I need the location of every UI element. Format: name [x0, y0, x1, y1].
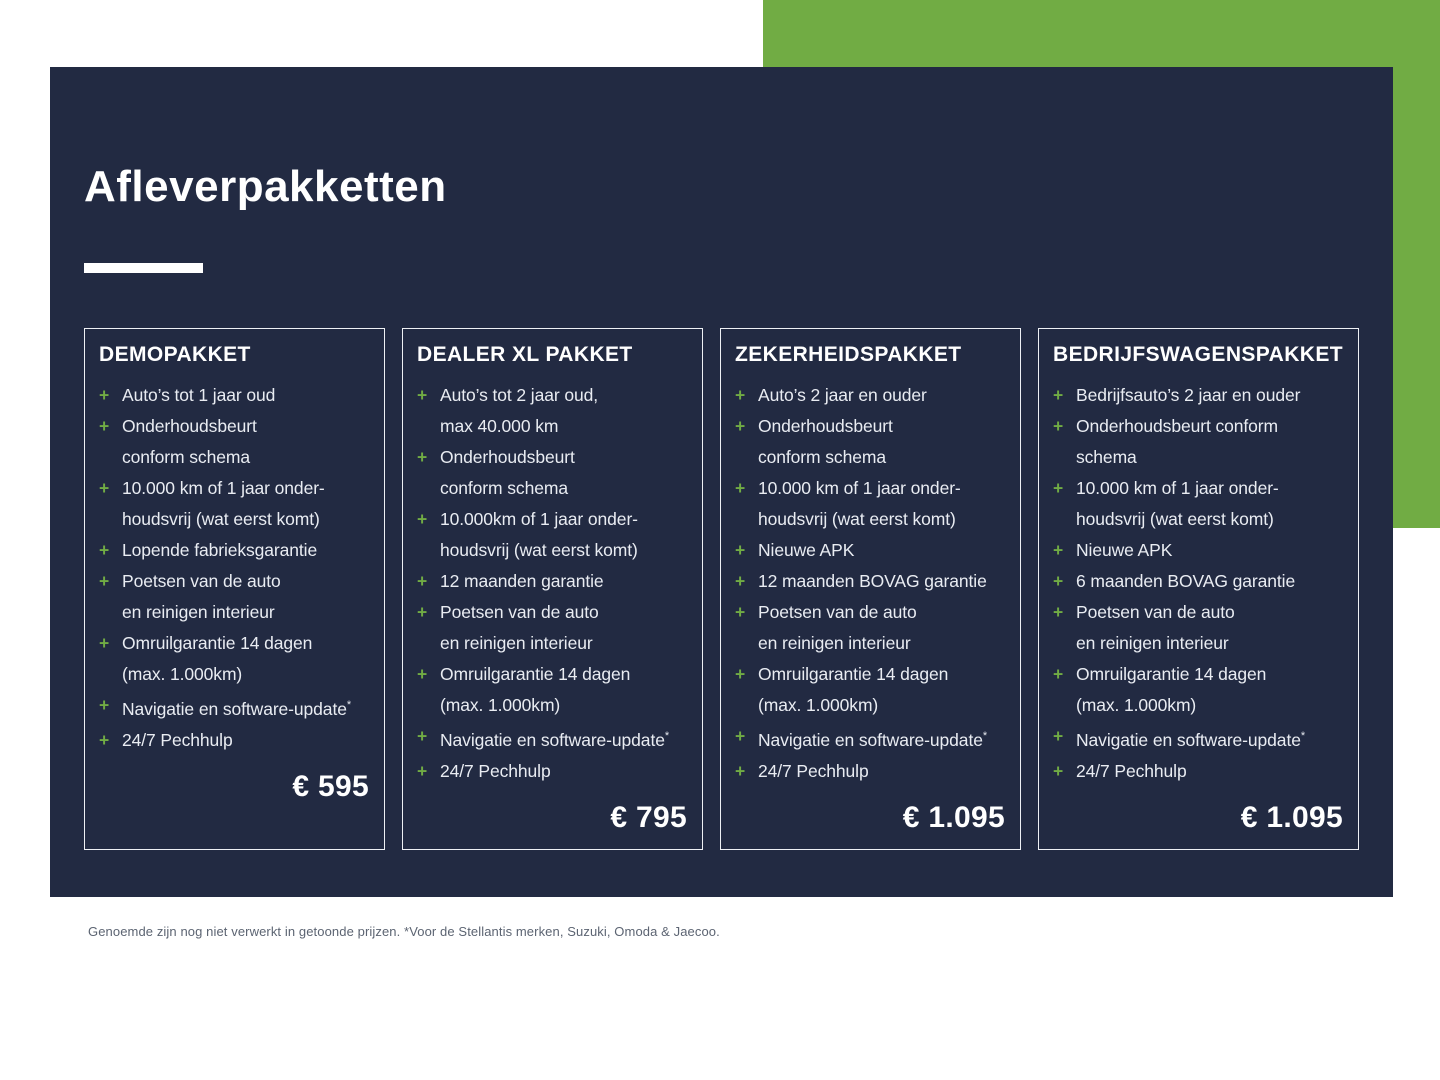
plus-icon: +: [735, 726, 746, 746]
feature-line: (max. 1.000km): [440, 695, 561, 715]
feature-line: 24/7 Pechhulp: [122, 729, 233, 750]
plus-icon: +: [99, 571, 110, 591]
feature-item: [1053, 756, 1343, 787]
feature-line: Omruilgarantie 14 dagen: [440, 664, 631, 684]
package-price: € 795: [610, 800, 687, 834]
feature-line: Navigatie en software-update*: [122, 698, 352, 719]
plus-icon: +: [735, 602, 746, 622]
feature-item: [1053, 535, 1343, 566]
package-cards: [84, 328, 1359, 850]
feature-item: [99, 725, 369, 756]
plus-icon: +: [99, 478, 110, 498]
package-price: € 1.095: [902, 800, 1005, 834]
feature-item: [417, 756, 687, 787]
feature-item: [1053, 473, 1343, 535]
feature-line: Lopende fabrieksgarantie: [122, 540, 318, 560]
feature-line: Onderhoudsbeurt: [758, 416, 893, 436]
feature-line: en reinigen interieur: [1076, 633, 1229, 653]
package-price: € 595: [292, 769, 369, 803]
feature-line: Nieuwe APK: [1076, 540, 1173, 560]
plus-icon: +: [1053, 478, 1064, 498]
asterisk-note-marker: *: [1300, 730, 1306, 742]
feature-line: houdsvrij (wat eerst komt): [122, 509, 320, 529]
feature-item: [99, 535, 369, 566]
feature-line: Navigatie en software-update*: [758, 729, 988, 750]
package-title: BEDRIJFSWAGENSPAKKET: [1053, 343, 1343, 366]
feature-line: Poetsen van de auto: [1076, 602, 1235, 622]
feature-line: 6 maanden BOVAG garantie: [1076, 571, 1296, 591]
package-price: € 1.095: [1240, 800, 1343, 834]
plus-icon: +: [735, 664, 746, 684]
content-panel: [50, 67, 1393, 897]
feature-list: [417, 380, 687, 787]
feature-line: Auto’s tot 2 jaar oud,: [440, 385, 599, 405]
feature-list: [1053, 380, 1343, 787]
package-card: [1038, 328, 1359, 850]
feature-item: [1053, 721, 1343, 756]
feature-list: [735, 380, 1005, 787]
plus-icon: +: [417, 447, 428, 467]
feature-line: houdsvrij (wat eerst komt): [758, 509, 956, 529]
feature-item: [99, 628, 369, 690]
feature-line: (max. 1.000km): [1076, 695, 1197, 715]
plus-icon: +: [99, 729, 110, 750]
feature-line: 10.000 km of 1 jaar onder-: [122, 478, 325, 498]
feature-line: 24/7 Pechhulp: [440, 760, 551, 781]
feature-line: Omruilgarantie 14 dagen: [122, 633, 313, 653]
asterisk-note-marker: *: [664, 730, 670, 742]
package-title: DEMOPAKKET: [99, 343, 251, 366]
page-title: Afleverpakketten: [84, 162, 447, 211]
feature-line: 12 maanden BOVAG garantie: [758, 571, 987, 591]
feature-item: [735, 411, 1005, 473]
plus-icon: +: [417, 571, 428, 591]
feature-line: conform schema: [758, 447, 886, 467]
feature-line: en reinigen interieur: [758, 633, 911, 653]
package-card: [720, 328, 1021, 850]
feature-line: 10.000km of 1 jaar onder-: [440, 509, 638, 529]
plus-icon: +: [735, 385, 746, 405]
asterisk-note-marker: *: [982, 730, 988, 742]
plus-icon: +: [99, 416, 110, 436]
plus-icon: +: [735, 571, 746, 591]
plus-icon: +: [99, 540, 110, 560]
feature-line: conform schema: [440, 478, 568, 498]
feature-item: [417, 597, 687, 659]
title-underline: [84, 263, 203, 273]
feature-line: 24/7 Pechhulp: [1076, 760, 1187, 781]
feature-item: [735, 659, 1005, 721]
plus-icon: +: [1053, 760, 1064, 781]
feature-line: Onderhoudsbeurt: [440, 447, 575, 467]
feature-item: [735, 597, 1005, 659]
plus-icon: +: [417, 602, 428, 622]
feature-line: en reinigen interieur: [122, 602, 275, 622]
feature-line: Navigatie en software-update*: [1076, 729, 1306, 750]
feature-item: [99, 411, 369, 473]
feature-line: max 40.000 km: [440, 416, 559, 436]
plus-icon: +: [735, 416, 746, 436]
plus-icon: +: [417, 760, 428, 781]
feature-line: Onderhoudsbeurt: [122, 416, 257, 436]
feature-item: [1053, 411, 1343, 473]
feature-line: 10.000 km of 1 jaar onder-: [1076, 478, 1279, 498]
feature-line: (max. 1.000km): [758, 695, 879, 715]
plus-icon: +: [1053, 726, 1064, 746]
feature-item: [417, 442, 687, 504]
plus-icon: +: [735, 540, 746, 560]
plus-icon: +: [1053, 571, 1064, 591]
plus-icon: +: [99, 695, 110, 715]
feature-line: Auto’s 2 jaar en ouder: [758, 385, 927, 405]
plus-icon: +: [417, 509, 428, 529]
feature-line: Navigatie en software-update*: [440, 729, 670, 750]
feature-line: schema: [1076, 447, 1137, 467]
feature-item: [735, 473, 1005, 535]
feature-item: [99, 690, 369, 725]
feature-item: [735, 566, 1005, 597]
feature-item: [417, 380, 687, 442]
feature-line: Auto’s tot 1 jaar oud: [122, 385, 276, 405]
feature-item: [1053, 597, 1343, 659]
feature-list: [99, 380, 369, 756]
package-title: DEALER XL PAKKET: [417, 343, 633, 366]
plus-icon: +: [99, 633, 110, 653]
plus-icon: +: [1053, 602, 1064, 622]
feature-item: [735, 380, 1005, 411]
feature-line: houdsvrij (wat eerst komt): [1076, 509, 1274, 529]
plus-icon: +: [735, 478, 746, 498]
feature-item: [1053, 566, 1343, 597]
package-title: ZEKERHEIDSPAKKET: [735, 343, 962, 366]
feature-item: [99, 380, 369, 411]
plus-icon: +: [417, 385, 428, 405]
feature-line: 24/7 Pechhulp: [758, 760, 869, 781]
plus-icon: +: [417, 664, 428, 684]
feature-line: en reinigen interieur: [440, 633, 593, 653]
feature-line: Nieuwe APK: [758, 540, 855, 560]
package-card: [84, 328, 385, 850]
feature-item: [1053, 659, 1343, 721]
feature-item: [99, 473, 369, 535]
plus-icon: +: [1053, 540, 1064, 560]
plus-icon: +: [417, 726, 428, 746]
feature-line: 12 maanden garantie: [440, 571, 604, 591]
package-card: [402, 328, 703, 850]
feature-item: [99, 566, 369, 628]
feature-item: [417, 721, 687, 756]
plus-icon: +: [1053, 385, 1064, 405]
plus-icon: +: [1053, 416, 1064, 436]
feature-line: Omruilgarantie 14 dagen: [758, 664, 949, 684]
feature-line: Bedrijfsauto’s 2 jaar en ouder: [1076, 385, 1301, 405]
feature-item: [1053, 380, 1343, 411]
asterisk-note-marker: *: [346, 699, 352, 711]
feature-line: houdsvrij (wat eerst komt): [440, 540, 638, 560]
feature-item: [735, 721, 1005, 756]
plus-icon: +: [99, 385, 110, 405]
feature-item: [735, 535, 1005, 566]
feature-line: Poetsen van de auto: [122, 571, 281, 591]
feature-item: [735, 756, 1005, 787]
plus-icon: +: [735, 760, 746, 781]
feature-item: [417, 566, 687, 597]
feature-line: Onderhoudsbeurt conform: [1076, 416, 1278, 436]
feature-line: Poetsen van de auto: [440, 602, 599, 622]
feature-item: [417, 659, 687, 721]
feature-line: (max. 1.000km): [122, 664, 243, 684]
plus-icon: +: [1053, 664, 1064, 684]
footnote: Genoemde zijn nog niet verwerkt in getoonde prijzen. *Voor de Stellantis merken, Suzuki, Omoda & Jaecoo.: [88, 924, 720, 939]
feature-item: [417, 504, 687, 566]
feature-line: Poetsen van de auto: [758, 602, 917, 622]
feature-line: conform schema: [122, 447, 250, 467]
feature-line: Omruilgarantie 14 dagen: [1076, 664, 1267, 684]
feature-line: 10.000 km of 1 jaar onder-: [758, 478, 961, 498]
